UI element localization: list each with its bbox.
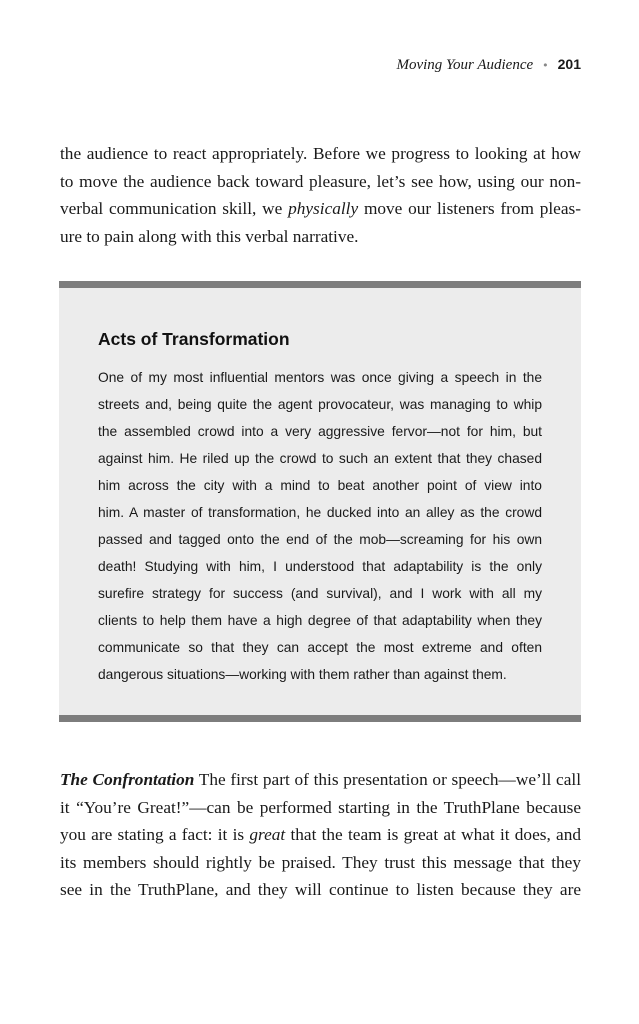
top-paragraph-line <box>60 195 581 223</box>
bottom-paragraph-line <box>60 821 581 849</box>
sidebar-line: surefire strategy for success (and survival), and I work with all my <box>98 586 542 601</box>
running-head-title: Moving Your Audience <box>396 57 534 73</box>
bottom-paragraph-text: The first part of this presentation or speech—we’ll call <box>194 770 581 789</box>
emphasis-great: great <box>249 825 286 844</box>
sidebar-title: Acts of Transformation <box>98 329 290 349</box>
top-paragraph-line: ure to pain along with this verbal narrative. <box>60 226 359 246</box>
sidebar-line: against him. He riled up the crowd to such an extent that they chased <box>98 451 542 466</box>
sidebar-line: death! Studying with him, I understood that adaptability is the only <box>98 559 542 574</box>
sidebar-line: One of my most influential mentors was once giving a speech in the <box>98 370 542 385</box>
sidebar-line: clients to help them have a high degree of that adaptability when they <box>98 613 542 628</box>
section-lead-in: The Confrontation <box>60 770 195 789</box>
top-paragraph-text: move our listeners from pleas- <box>358 199 581 218</box>
bottom-paragraph-line: see in the TruthPlane, and they will continue to listen because they are <box>60 880 581 899</box>
bottom-paragraph-line <box>60 766 581 794</box>
sidebar-line: him across the city with a mind to beat another point of view into <box>98 478 542 493</box>
bottom-paragraph-text: you are stating a fact: it is <box>60 825 250 844</box>
sidebar-line: dangerous situations—working with them rather than against them. <box>98 667 507 682</box>
top-paragraph <box>60 140 581 250</box>
top-paragraph-line: to move the audience back toward pleasure, let’s see how, using our non- <box>60 171 581 191</box>
sidebar-line: communicate so that they can accept the most extreme and often <box>98 640 542 655</box>
page-number: 201 <box>557 56 581 72</box>
sidebar-box <box>59 281 581 722</box>
bottom-paragraph-line: it “You’re Great!”—can be performed starting in the TruthPlane because <box>60 797 581 817</box>
sidebar-line: him. A master of transformation, he ducked into an alley as the crowd <box>98 505 542 520</box>
sidebar-line: the assembled crowd into a very aggressive fervor—not for him, but <box>98 424 542 439</box>
bottom-paragraph-text: that the team is great at what it does, and <box>285 825 581 844</box>
bottom-paragraph-line: its members should rightly be praised. They trust this message that they <box>60 852 581 872</box>
sidebar-body <box>98 364 542 688</box>
emphasis-physically: physically <box>288 199 359 218</box>
sidebar-line: streets and, being quite the agent provocateur, was managing to whip <box>98 397 542 412</box>
top-paragraph-line: the audience to react appropriately. Before we progress to looking at how <box>60 144 581 163</box>
top-paragraph-text: verbal communication skill, we <box>60 199 289 218</box>
sidebar-line: passed and tagged onto the end of the mob—screaming for his own <box>98 532 542 547</box>
running-head <box>396 56 581 74</box>
running-head-bullet: • <box>542 59 549 72</box>
bottom-paragraph <box>60 766 581 904</box>
